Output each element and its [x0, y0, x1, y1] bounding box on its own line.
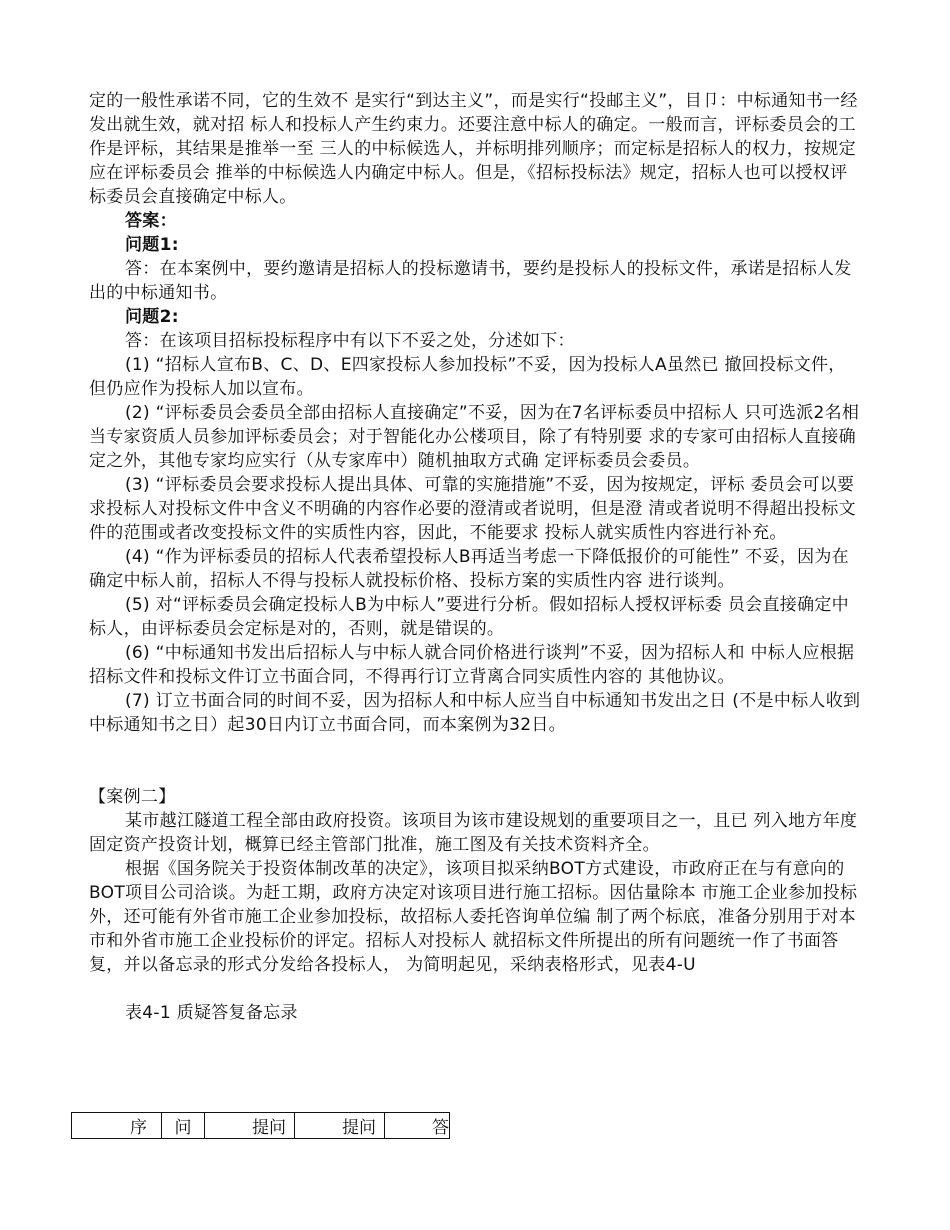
answer-heading: 答案： — [125, 211, 177, 231]
question-1-answer: 答：在本案例中，要约邀请是招标人的投标邀请书，要约是投标人的投标文件，承诺是招标人发出的中标通知书。 — [89, 259, 852, 303]
question-1-heading: 问题1: — [125, 235, 179, 255]
table-header-row — [72, 1113, 450, 1139]
intro-paragraph: 定的一般性承诺不同，它的生效不 是实行“到达主义”，而是实行“投邮主义”，目卩：中标通知书一经发出就生效，就对招 标人和投标人产生约束力。还要注意中标人的确定。一般而言，评标委员会的工作是评标，其结果是推举一至 三人的中标候选人，并标明排列顺序；而定标是招标人的权力，按规定应在评标委员会 推举的中标候选人内确定中标人。但是，《招标投标法》规定，招标人也可以授权评标委员会直接确定中标人。 — [89, 91, 858, 207]
document-page — [89, 89, 861, 1025]
question-2-item: (3) “评标委员会要求投标人提出具体、可靠的实施措施”不妥，因为按规定，评标 委员会可以要求投标人对投标文件中含义不明确的内容作必要的澄清或者说明，但是澄 清或者说明不得超出投标文件的范围或者改变投标文件的实质性内容，因此，不能要求 投标人就实质性内容进行补充。 — [89, 475, 856, 543]
case-2-paragraph: 某市越江隧道工程全部由政府投资。该项目为该市建设规划的重要项目之一，且已 列入地方年度固定资产投资计划，概算已经主管部门批准，施工图及有关技术资料齐全。 — [89, 811, 858, 855]
table-header-cell: 提问 — [205, 1113, 295, 1139]
caption-spacer — [89, 977, 861, 1001]
case-2-title: 【案例二】 — [89, 787, 176, 807]
question-2-intro: 答：在该项目招标投标程序中有以下不妥之处，分述如下： — [125, 331, 575, 351]
table-header-cell: 答 — [385, 1113, 450, 1139]
table-header-cell: 序 — [72, 1113, 162, 1139]
question-2-item: (7) 订立书面合同的时间不妥，因为招标人和中标人应当自中标通知书发出之日 (不是中标人收到中标通知书之日）起30日内订立书面合同，而本案例为32日。 — [89, 691, 861, 735]
question-2-heading: 问题2: — [125, 307, 179, 327]
question-2-item: (1) “招标人宣布B、C、D、E四家投标人参加投标”不妥，因为投标人A虽然已 撤回投标文件，但仍应作为投标人加以宣布。 — [89, 355, 846, 399]
question-2-item: (6) “中标通知书发出后招标人与中标人就合同价格进行谈判”不妥，因为招标人和 中标人应根据招标文件和投标文件订立书面合同，不得再行订立背离合同实质性内容的 其他协议。 — [89, 643, 855, 687]
case-2-paragraph: 根据《国务院关于投资体制改革的决定》，该项目拟采纳BOT方式建设，市政府正在与有意向的BOT项目公司洽谈。为赶工期，政府方决定对该项目进行施工招标。因估量除本 市施工企业参加投标外，还可能有外省市施工企业参加投标，故招标人委托咨询单位编 制了两个标底，准备分别用于对本市和外省市施工企业投标价的评定。招标人对投标人 就招标文件所提出的所有问题统一作了书面答复，并以备忘录的形式分发给各投标人， 为简明起见，采纳表格形式，见表4-U — [89, 859, 858, 975]
section-spacer — [89, 737, 861, 785]
memo-table — [71, 1112, 450, 1139]
question-2-item: (2) “评标委员会委员全部由招标人直接确定”不妥，因为在7名评标委员中招标人 只可选派2名相当专家资质人员参加评标委员会；对于智能化办公楼项目，除了有特别要 求的专家可由招标人直接确定之外，其他专家均应实行（从专家库中）随机抽取方式确 定评标委员会委员。 — [89, 403, 860, 471]
table-header-cell: 问 — [162, 1113, 205, 1139]
table-header-cell: 提问 — [295, 1113, 385, 1139]
table-caption: 表4-1 质疑答复备忘录 — [125, 1003, 298, 1023]
question-2-item: (5) 对“评标委员会确定投标人B为中标人”要进行分析。假如招标人授权评标委 员会直接确定中标人，由评标委员会定标是对的，否则，就是错误的。 — [89, 595, 849, 639]
question-2-item: (4) “作为评标委员的招标人代表希望投标人B再适当考虑一下降低报价的可能性” 不妥，因为在确定中标人前，招标人不得与投标人就投标价格、投标方案的实质性内容 进行谈判。 — [89, 547, 849, 591]
